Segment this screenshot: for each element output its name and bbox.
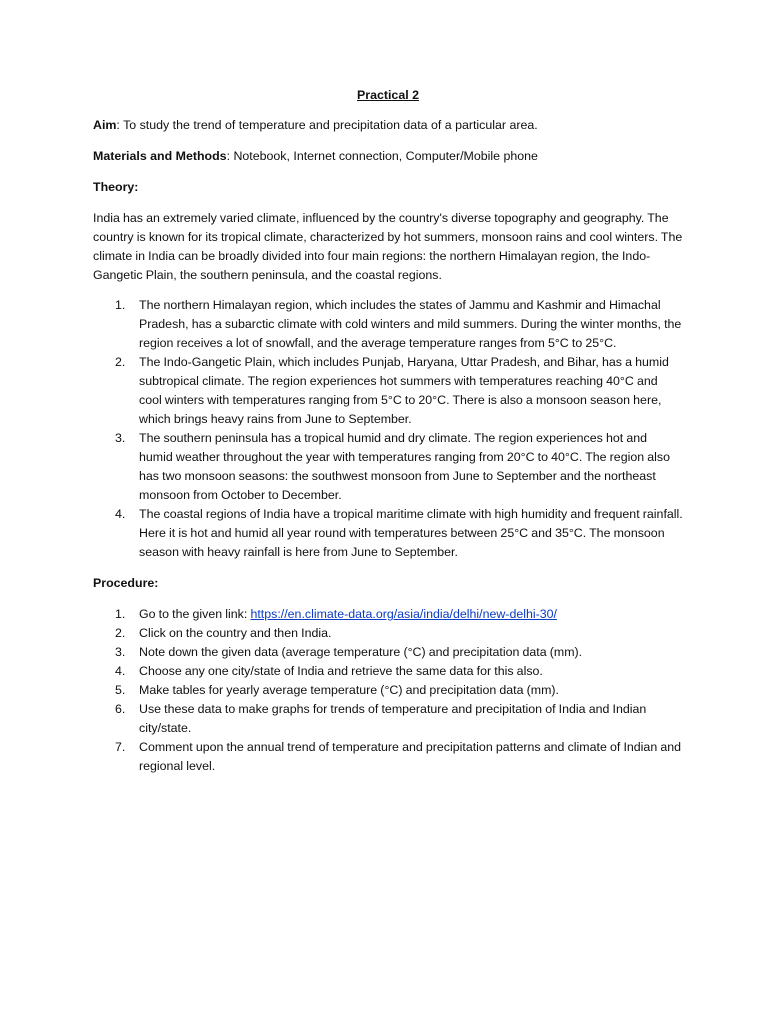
list-item	[93, 353, 683, 429]
list-number: 2.	[115, 355, 126, 369]
procedure-list	[93, 605, 683, 776]
list-item-text: Note down the given data (average temperature (°C) and precipitation data (mm).	[139, 645, 583, 659]
list-number: 4.	[115, 664, 126, 678]
materials-label: Materials and Methods	[93, 149, 227, 163]
list-number: 4.	[115, 507, 126, 521]
list-number: 6.	[115, 702, 126, 716]
list-item-text: Click on the country and then India.	[139, 626, 332, 640]
list-number: 7.	[115, 740, 126, 754]
list-number: 3.	[115, 645, 126, 659]
list-item-text: Choose any one city/state of India and retrieve the same data for this also.	[139, 664, 543, 678]
list-item-text: The northern Himalayan region, which includes the states of Jammu and Kashmir and Himachal Pradesh, has a subarctic climate with cold winters and mild summers. During the winter months, the region receives a lot of snowfall, and the average temperature ranges from 5°C to 25°C.	[139, 298, 682, 350]
list-number: 1.	[115, 298, 126, 312]
list-item-text: Use these data to make graphs for trends of temperature and precipitation of India and Indian city/state.	[139, 702, 647, 735]
list-item-text: The southern peninsula has a tropical humid and dry climate. The region experiences hot and humid weather throughout the year with temperatures ranging from 20°C to 40°C. The region also has two monsoon seasons: the southwest monsoon from June to September and the northeast monsoon from October to December.	[139, 431, 670, 502]
theory-list	[93, 296, 683, 562]
aim-paragraph	[93, 116, 683, 135]
materials-text: : Notebook, Internet connection, Computer/Mobile phone	[226, 149, 538, 163]
aim-text: : To study the trend of temperature and precipitation data of a particular area.	[116, 118, 538, 132]
list-item	[93, 662, 683, 681]
list-number: 5.	[115, 683, 126, 697]
list-item	[93, 738, 683, 776]
list-item	[93, 429, 683, 505]
list-item-text: Comment upon the annual trend of temperature and precipitation patterns and climate of Indian and regional level.	[139, 740, 682, 773]
theory-heading: Theory:	[93, 180, 139, 194]
list-number: 1.	[115, 607, 126, 621]
list-item	[93, 643, 683, 662]
list-item-text: The Indo-Gangetic Plain, which includes Punjab, Haryana, Uttar Pradesh, and Bihar, has a humid subtropical climate. The region experiences hot summers with temperatures reaching 40°C and cool winters with temperatures ranging from 5°C to 20°C. There is also a monsoon season here, which brings heavy rains from June to September.	[139, 355, 669, 426]
document-title: Practical 2	[357, 88, 419, 102]
list-item	[93, 681, 683, 700]
list-item	[93, 296, 683, 353]
climate-data-link[interactable]: https://en.climate-data.org/asia/india/delhi/new-delhi-30/	[250, 607, 557, 621]
list-item-text: The coastal regions of India have a tropical maritime climate with high humidity and frequent rainfall. Here it is hot and humid all year round with temperatures between 25°C and 35°C. The monsoon season with heavy rainfall is here from June to September.	[139, 507, 683, 559]
theory-intro: India has an extremely varied climate, influenced by the country's diverse topography and geography. The country is known for its tropical climate, characterized by hot summers, monsoon rains and cool winters. The climate in India can be broadly divided into four main regions: the northern Himalayan region, the Indo-Gangetic Plain, the southern peninsula, and the coastal regions.	[93, 211, 683, 282]
step1-prefix: Go to the given link:	[139, 607, 251, 621]
list-item	[93, 605, 683, 624]
list-item-text: Make tables for yearly average temperature (°C) and precipitation data (mm).	[139, 683, 559, 697]
list-item	[93, 700, 683, 738]
materials-paragraph	[93, 147, 683, 166]
list-number: 2.	[115, 626, 126, 640]
list-item	[93, 624, 683, 643]
aim-label: Aim	[93, 118, 117, 132]
list-number: 3.	[115, 431, 126, 445]
procedure-heading: Procedure:	[93, 576, 159, 590]
document-page	[93, 86, 683, 788]
list-item	[93, 505, 683, 562]
